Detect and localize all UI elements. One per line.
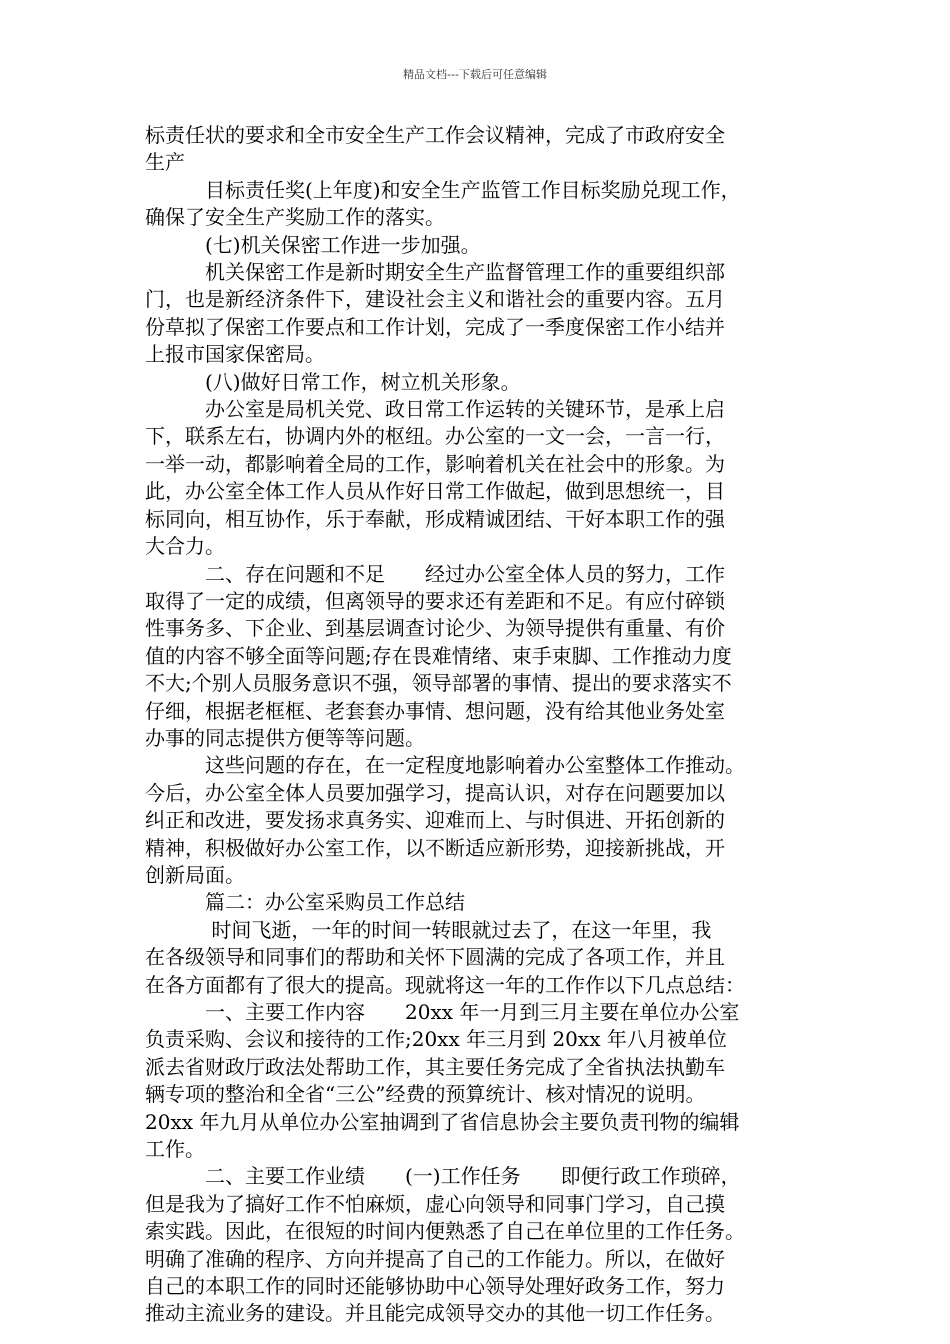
text-line: 索实践。因此，在很短的时间内便熟悉了自己在单位里的工作任务。: [145, 1219, 745, 1244]
text-line: 值的内容不够全面等问题;存在畏难情绪、束手束脚、工作推动力度: [145, 643, 732, 668]
text-line: 门，也是新经济条件下，建设社会主义和谐社会的重要内容。五月: [145, 287, 725, 312]
text-line: 明确了准确的程序、方向并提高了自己的工作能力。所以，在做好: [145, 1246, 725, 1271]
text-line: (七)机关保密工作进一步加强。: [145, 232, 481, 257]
text-line: (八)做好日常工作，树立机关形象。: [145, 369, 521, 394]
text-line: 办事的同志提供方便等等问题。: [145, 725, 425, 750]
text-line: 大合力。: [145, 534, 225, 559]
text-line: 篇二：办公室采购员工作总结: [145, 890, 465, 915]
text-line: 时间飞逝，一年的时间一转眼就过去了，在这一年里，我: [145, 917, 712, 942]
text-line: 份草拟了保密工作要点和工作计划，完成了一季度保密工作小结并: [145, 314, 725, 339]
text-line: 标同向，相互协作，乐于奉献，形成精诚团结、干好本职工作的强: [145, 506, 725, 531]
text-line: 负责采购、会议和接待的工作;20xx 年三月到 20xx 年八月被单位: [145, 1027, 727, 1052]
text-line: 机关保密工作是新时期安全生产监督管理工作的重要组织部: [145, 260, 725, 285]
text-line: 派去省财政厅政法处帮助工作，其主要任务完成了全省执法执勤车: [145, 1054, 725, 1079]
text-line: 确保了安全生产奖励工作的落实。: [145, 205, 445, 230]
text-line: 今后，办公室全体人员要加强学习，提高认识，对存在问题要加以: [145, 780, 725, 805]
text-line: 在各方面都有了很大的提高。现就将这一年的工作作以下几点总结：: [145, 972, 745, 997]
text-line: 二、存在问题和不足 经过办公室全体人员的努力，工作: [145, 561, 725, 586]
text-line: 办公室是局机关党、政日常工作运转的关键环节，是承上启: [145, 397, 725, 422]
text-line: 纠正和改进，要发扬求真务实、迎难而上、与时俱进、开拓创新的: [145, 808, 725, 833]
page-header: 精品文档---下载后可任意编辑: [403, 68, 547, 81]
text-line: 辆专项的整治和全省“三公”经费的预算统计、核对情况的说明。: [145, 1082, 706, 1107]
body-text: [145, 122, 810, 1328]
text-line: 这些问题的存在，在一定程度地影响着办公室整体工作推动。: [145, 753, 745, 778]
text-line: 目标责任奖(上年度)和安全生产监管工作目标奖励兑现工作，: [145, 177, 741, 202]
text-line: 但是我为了搞好工作不怕麻烦，虚心向领导和同事门学习，自己摸: [145, 1191, 725, 1216]
text-line: 此，办公室全体工作人员从作好日常工作做起，做到思想统一，目: [145, 479, 725, 504]
text-line: 生产: [145, 150, 185, 175]
text-line: 一、主要工作内容 20xx 年一月到三月主要在单位办公室: [145, 1000, 740, 1024]
text-line: 取得了一定的成绩，但离领导的要求还有差距和不足。有应付碎锁: [145, 588, 725, 613]
text-line: 下，联系左右，协调内外的枢纽。办公室的一文一会，一言一行，: [145, 424, 725, 449]
text-line: 推动主流业务的建设。并且能完成领导交办的其他一切工作任务。: [145, 1301, 725, 1326]
text-line: 不大;个别人员服务意识不强，领导部署的事情、提出的要求落实不: [145, 671, 732, 696]
text-line: 精神，积极做好办公室工作，以不断适应新形势，迎接新挑战，开: [145, 835, 725, 860]
text-line: 标责任状的要求和全市安全生产工作会议精神，完成了市政府安全: [145, 123, 725, 147]
text-line: 工作。: [145, 1137, 205, 1162]
text-line: 仔细，根据老框框、老套套办事情、想问题，没有给其他业务处室: [145, 698, 725, 723]
text-line: 20xx 年九月从单位办公室抽调到了省信息协会主要负责刊物的编辑: [145, 1109, 740, 1134]
text-line: 二、主要工作业绩 (一)工作任务 即便行政工作琐碎，: [145, 1164, 741, 1189]
text-line: 创新局面。: [145, 862, 245, 887]
text-line: 自己的本职工作的同时还能够协助中心领导处理好政务工作，努力: [145, 1274, 725, 1299]
text-line: 上报市国家保密局。: [145, 342, 325, 367]
text-line: 性事务多、下企业、到基层调查讨论少、为领导提供有重量、有价: [145, 616, 725, 641]
text-line: 一举一动，都影响着全局的工作，影响着机关在社会中的形象。为: [145, 451, 725, 476]
text-line: 在各级领导和同事们的帮助和关怀下圆满的完成了各项工作，并且: [145, 945, 725, 970]
